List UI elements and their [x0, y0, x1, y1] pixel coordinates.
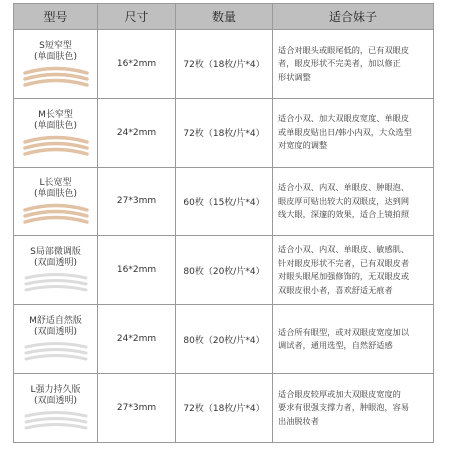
skin-tone-eyelid-sticker-image — [21, 134, 91, 156]
type-cell — [14, 167, 98, 236]
type-variant: (双面透明) — [33, 258, 78, 269]
transparent-eyelid-sticker-image — [21, 340, 91, 362]
suitable-for-line: 线大眼，深邃的效果，适合上镜拍照 — [278, 209, 410, 220]
header-suitable-for: 适合妹子 — [273, 4, 434, 30]
skin-tone-eyelid-sticker-image — [21, 65, 91, 87]
suitable-for-line: 针对眼皮形状不完者，已有双眼皮者 — [278, 257, 410, 268]
suitable-for-cell — [273, 98, 434, 167]
type-cell — [14, 373, 98, 442]
quantity-cell: 60枚（15枚/片*4） — [176, 167, 273, 236]
type-variant: (单面肤色) — [33, 189, 78, 200]
size-cell: 24*2mm — [98, 305, 176, 374]
skin-tone-eyelid-sticker-image — [21, 202, 91, 224]
quantity-cell: 80枚（20枚/片*4） — [176, 305, 273, 374]
type-name: S局部微调版 — [30, 247, 81, 258]
suitable-for-line: 形状调整 — [278, 71, 311, 82]
quantity-cell: 72枚（18枚/片*4） — [176, 30, 273, 99]
suitable-for-line: 适合对眼头或眼尾低的，已有双眼皮 — [278, 44, 410, 55]
suitable-for-line: 对眼头眼尾加强修饰的，无双眼皮或 — [278, 271, 410, 282]
suitable-for-cell — [273, 30, 434, 99]
suitable-for-line: 对宽度的调整 — [278, 140, 328, 151]
type-cell — [14, 305, 98, 374]
suitable-for-line: 适合小双、加大双眼皮宽度、单眼皮 — [278, 113, 410, 124]
table-row — [14, 373, 434, 442]
table-header-row — [14, 4, 434, 30]
product-spec-table-container — [13, 3, 433, 447]
suitable-for-cell — [273, 167, 434, 236]
quantity-cell: 80枚（20枚/片*4） — [176, 236, 273, 305]
suitable-for-line: 眼皮厚可贴出较大的双眼皮，达到网 — [278, 195, 410, 206]
suitable-for-cell — [273, 236, 434, 305]
table-row — [14, 30, 434, 99]
type-name: M舒适自然版 — [29, 316, 82, 327]
type-variant: (双面透明) — [33, 327, 78, 338]
suitable-for-line: 适合小双、内双、单眼皮、敏感肌、 — [278, 244, 410, 255]
suitable-for-cell — [273, 305, 434, 374]
suitable-for-cell — [273, 373, 434, 442]
size-cell: 27*3mm — [98, 167, 176, 236]
type-cell — [14, 98, 98, 167]
type-variant: (单面肤色) — [33, 120, 78, 131]
transparent-eyelid-sticker-image — [21, 271, 91, 293]
suitable-for-line: 出油脱妆者 — [278, 415, 319, 426]
suitable-for-line: 适合眼皮较厚或加大双眼皮宽度的 — [278, 388, 401, 399]
quantity-cell: 72枚（18枚/片*4） — [176, 373, 273, 442]
suitable-for-line: 双眼皮很小者，喜欢舒适无痕者 — [278, 284, 393, 295]
table-row — [14, 236, 434, 305]
suitable-for-line: 调试者，通用选型，自然舒适感 — [278, 340, 393, 351]
type-cell — [14, 236, 98, 305]
transparent-eyelid-sticker-image — [21, 409, 91, 431]
type-name: L强力持久版 — [30, 384, 81, 395]
type-name: M长窄型 — [38, 109, 73, 120]
header-type: 型号 — [14, 4, 98, 30]
type-variant: (单面肤色) — [33, 51, 78, 62]
type-variant: (双面透明) — [33, 395, 78, 406]
size-cell: 27*3mm — [98, 373, 176, 442]
table-row — [14, 98, 434, 167]
size-cell: 16*2mm — [98, 30, 176, 99]
type-cell — [14, 30, 98, 99]
product-spec-table — [13, 3, 434, 443]
table-body — [14, 30, 434, 443]
size-cell: 16*2mm — [98, 236, 176, 305]
suitable-for-line: 适合小双、内双、单眼皮、肿眼泡、 — [278, 182, 410, 193]
suitable-for-line: 或单眼皮贴出日/韩小内双，大众选型 — [278, 126, 412, 137]
header-quantity: 数量 — [176, 4, 273, 30]
suitable-for-line: 适合所有眼型，或对双眼皮宽度加以 — [278, 326, 410, 337]
header-size: 尺寸 — [98, 4, 176, 30]
type-name: S短窄型 — [39, 40, 72, 51]
type-name: L长宽型 — [39, 178, 72, 189]
table-row — [14, 167, 434, 236]
quantity-cell: 72枚（18枚/片*4） — [176, 98, 273, 167]
suitable-for-line: 要求有很强支撑力者，肿眼泡，容易 — [278, 402, 410, 413]
suitable-for-line: 者，眼皮形状不完美者，加以修正 — [278, 58, 401, 69]
size-cell: 24*2mm — [98, 98, 176, 167]
table-row — [14, 305, 434, 374]
